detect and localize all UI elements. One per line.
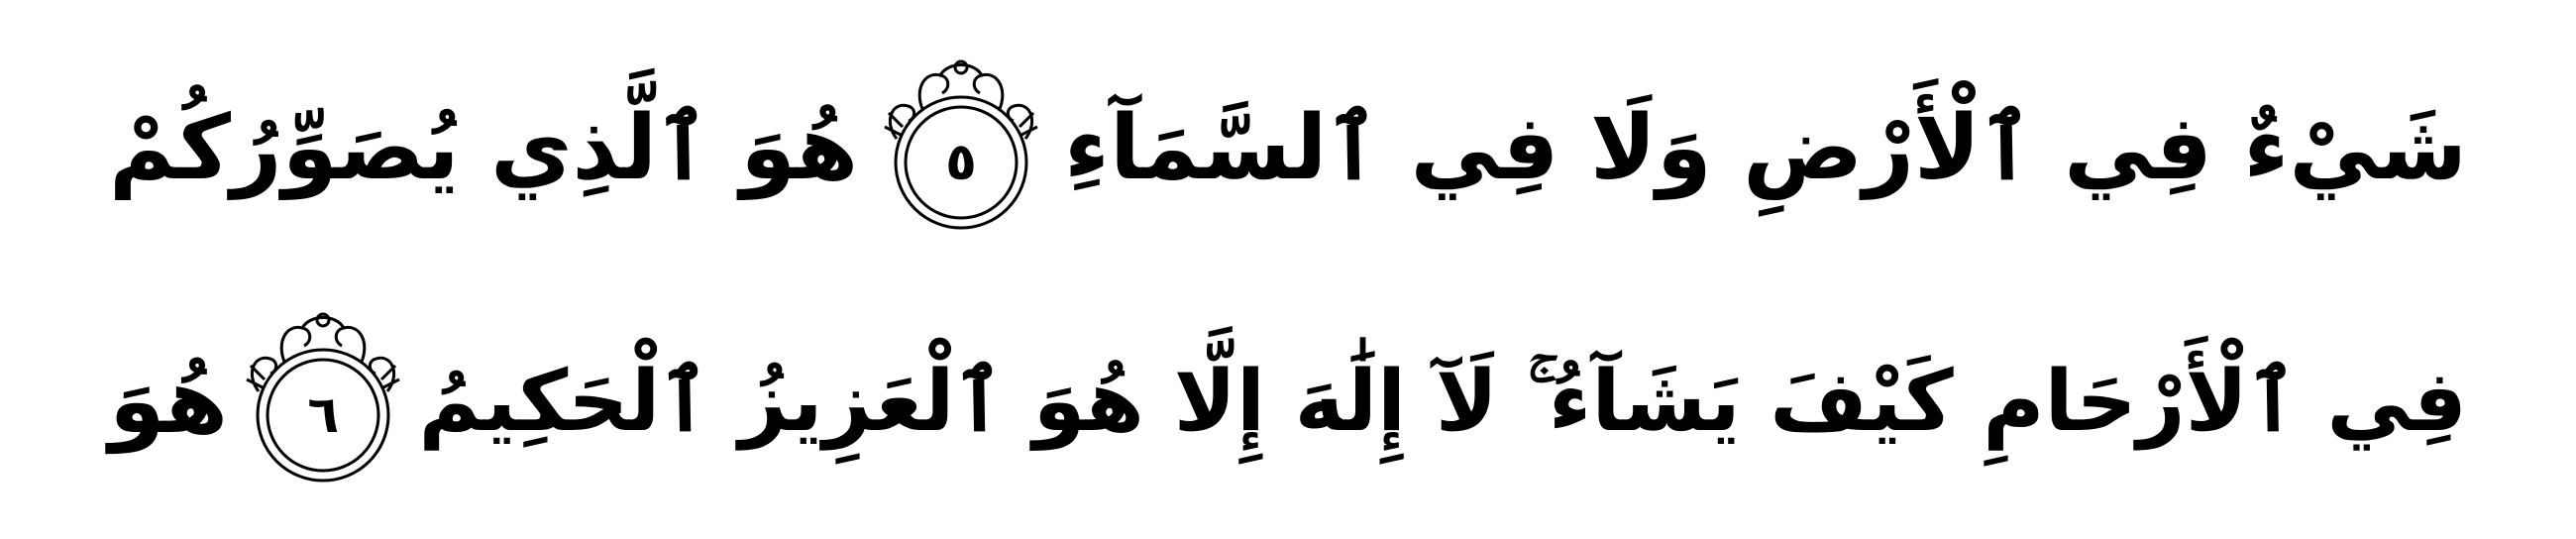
verse-number-5: ٥ — [945, 133, 977, 192]
verse-end-marker-5 — [867, 50, 1055, 248]
verse-number-6: ٦ — [307, 385, 340, 445]
line-2-text-before-marker: فِي ٱلْأَرْحَامِ كَيْفَ يَشَآءُ ۚ لَآ إِلَٰهَ إِلَّا هُوَ ٱلْعَزِيزُ ٱلْحَكِيمُ — [418, 352, 2467, 451]
verse-end-marker-6 — [229, 302, 417, 500]
text-line-2 — [109, 287, 2467, 515]
line-2-text-after-marker: هُوَ — [109, 349, 229, 454]
text-line-1 — [109, 40, 2467, 258]
line-1-text-after-marker: هُوَ ٱلَّذِي يُصَوِّرُكُمْ — [109, 96, 859, 200]
line-1-text-before-marker: شَيْءٌ فِي ٱلْأَرْضِ وَلَا فِي ٱلسَّمَآءِ — [1063, 96, 2467, 200]
